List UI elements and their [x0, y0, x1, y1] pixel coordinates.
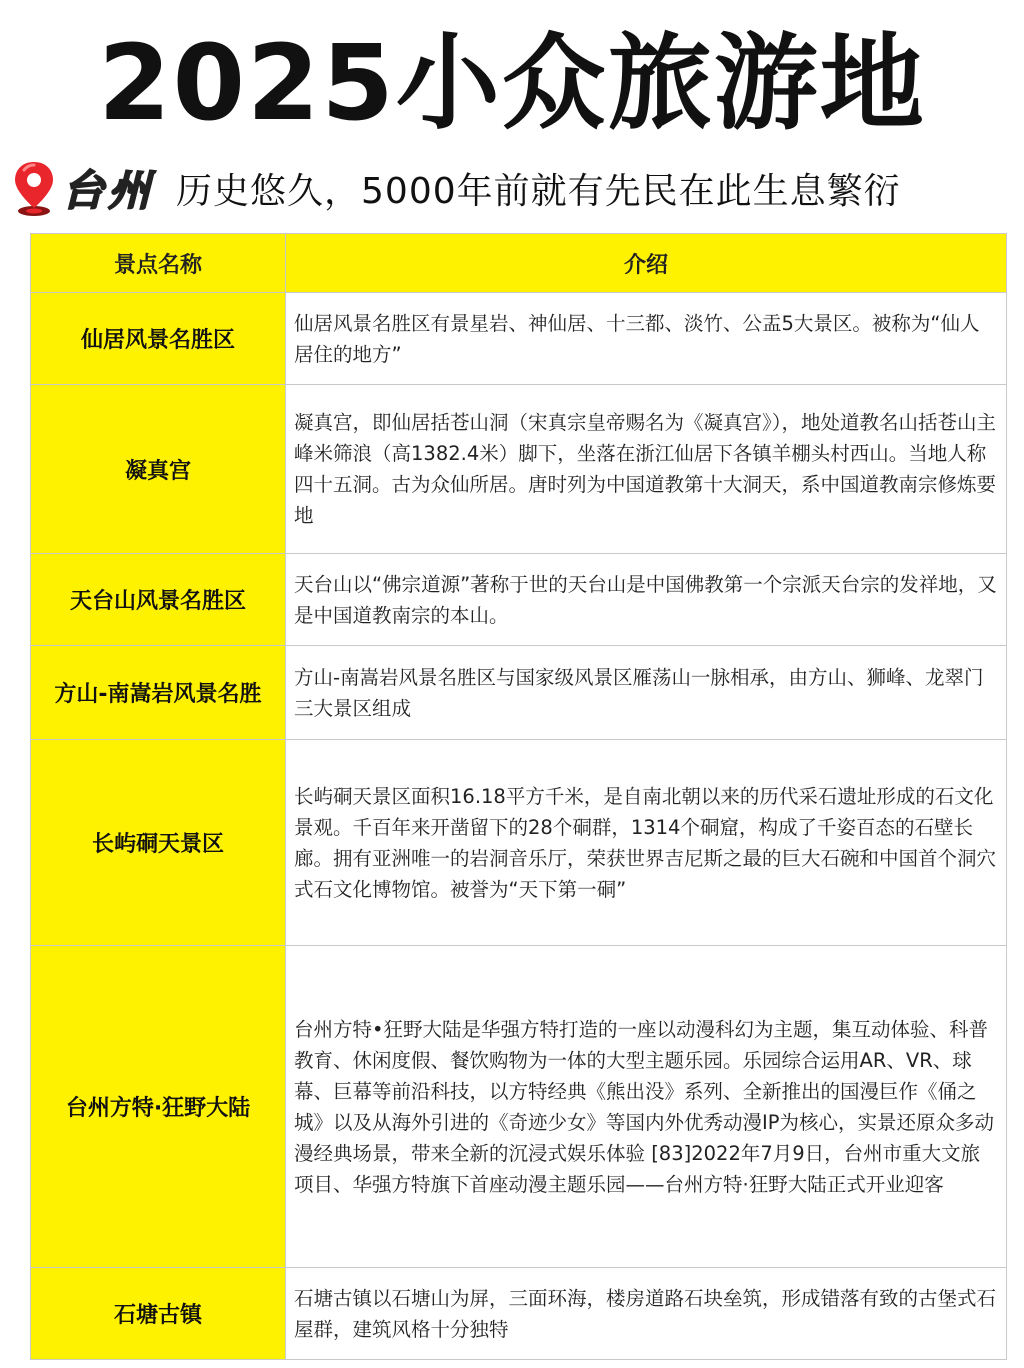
subtitle-bar [10, 156, 1014, 220]
table-row [31, 293, 1007, 385]
attraction-desc: 天台山以“佛宗道源”著称于世的天台山是中国佛教第一个宗派天台宗的发祥地，又是中国道教南宗的本山。 [286, 554, 1007, 646]
attraction-name: 石塘古镇 [31, 1268, 286, 1360]
table-header-row [31, 234, 1007, 293]
map-pin-icon [10, 158, 58, 218]
table-row [31, 385, 1007, 554]
page-title: 2025小众旅游地 [98, 22, 926, 144]
attraction-name: 长屿硐天景区 [31, 740, 286, 946]
table-row [31, 1268, 1007, 1360]
table-row [31, 646, 1007, 740]
attraction-desc: 仙居风景名胜区有景星岩、神仙居、十三都、淡竹、公盂5大景区。被称为“仙人居住的地方” [286, 293, 1007, 385]
attraction-desc: 长屿硐天景区面积16.18平方千米，是自南北朝以来的历代采石遗址形成的石文化景观。千百年来开凿留下的28个硐群，1314个硐窟，构成了千姿百态的石壁长廊。拥有亚洲唯一的岩洞音乐厅，荣获世界吉尼斯之最的巨大石碗和中国首个洞穴式石文化博物馆。被誉为“天下第一硐” [286, 740, 1007, 946]
attraction-name: 台州方特·狂野大陆 [31, 946, 286, 1268]
table-row [31, 946, 1007, 1268]
table-row [31, 740, 1007, 946]
attractions-table [30, 233, 1006, 1360]
column-header-name: 景点名称 [31, 234, 286, 293]
attraction-desc: 方山-南嵩岩风景名胜区与国家级风景区雁荡山一脉相承，由方山、狮峰、龙翠门三大景区组成 [286, 646, 1007, 740]
column-header-intro: 介绍 [286, 234, 1007, 293]
attraction-desc: 石塘古镇以石塘山为屏，三面环海，楼房道路石块垒筑，形成错落有致的古堡式石屋群，建筑风格十分独特 [286, 1268, 1007, 1360]
city-name: 台州 [62, 166, 155, 215]
table-row [31, 554, 1007, 646]
attraction-name: 凝真宫 [31, 385, 286, 554]
attraction-name: 方山-南嵩岩风景名胜 [31, 646, 286, 740]
attraction-desc: 凝真宫，即仙居括苍山洞（宋真宗皇帝赐名为《凝真宫》），地处道教名山括苍山主峰米筛浪（高1382.4米）脚下，坐落在浙江仙居下各镇羊棚头村西山。当地人称四十五洞。古为众仙所居。唐时列为中国道教第十大洞天，系中国道教南宗修炼要地 [286, 385, 1007, 554]
tagline: 历史悠久，5000年前就有先民在此生息繁衍 [176, 170, 901, 212]
attraction-desc: 台州方特•狂野大陆是华强方特打造的一座以动漫科幻为主题，集互动体验、科普教育、休闲度假、餐饮购物为一体的大型主题乐园。乐园综合运用AR、VR、球幕、巨幕等前沿科技，以方特经典《熊出没》系列、全新推出的国漫巨作《俑之城》以及从海外引进的《奇迹少女》等国内外优秀动漫IP为核心，实景还原众多动漫经典场景，带来全新的沉浸式娱乐体验 [83]2022年7月9日，台州市重大文旅项目、华强方特旗下首座动漫主题乐园——台州方特·狂野大陆正式开业迎客 [286, 946, 1007, 1268]
attraction-name: 仙居风景名胜区 [31, 293, 286, 385]
attraction-name: 天台山风景名胜区 [31, 554, 286, 646]
